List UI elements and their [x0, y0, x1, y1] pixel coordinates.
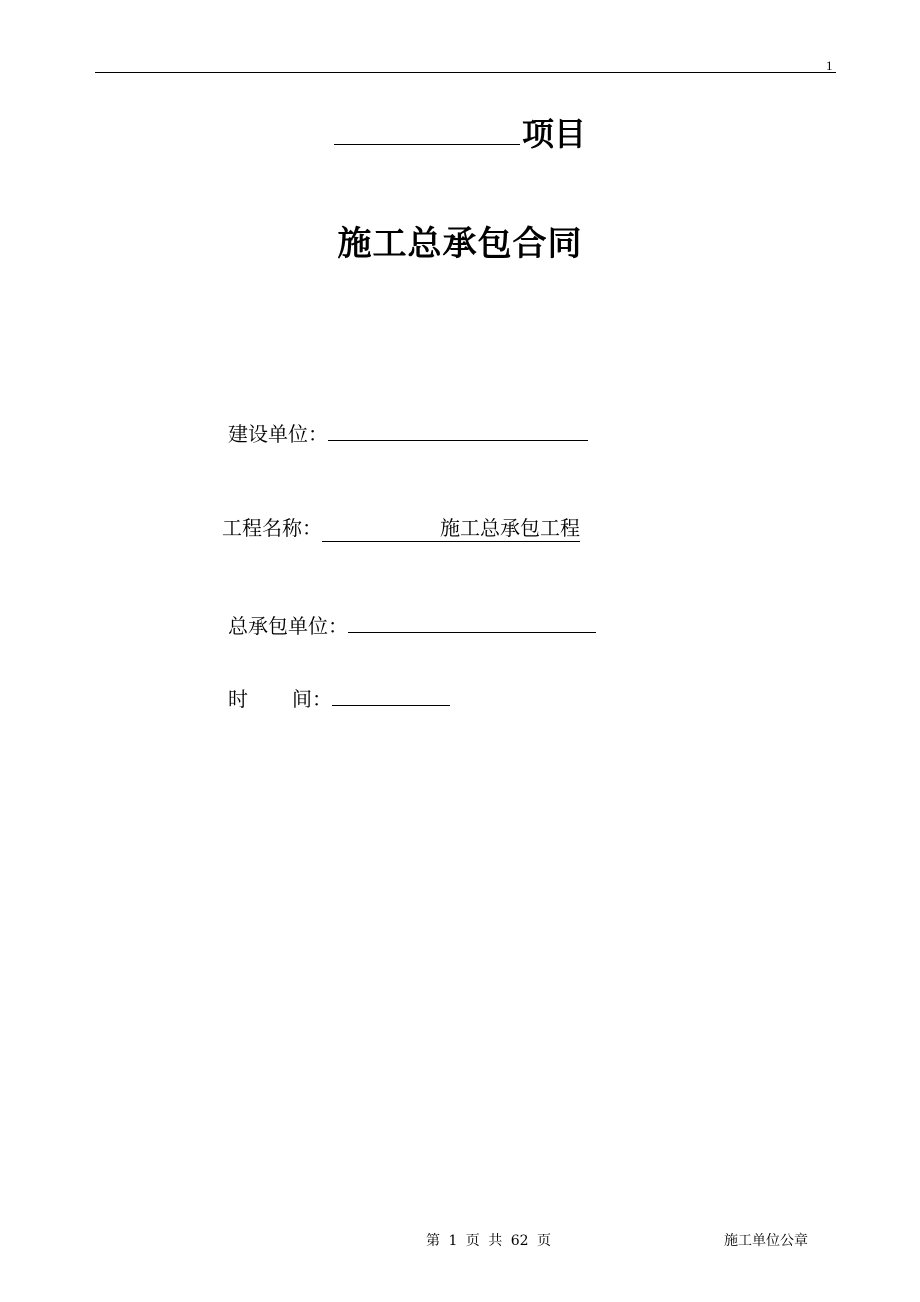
title-project-suffix: 项目 — [521, 115, 586, 153]
contractor-blank — [348, 610, 596, 633]
owner-label: 建设单位： — [228, 422, 328, 446]
project-field — [222, 513, 580, 543]
header-page-number: 1 — [826, 58, 833, 73]
document-title — [0, 108, 920, 158]
owner-field — [228, 418, 588, 449]
time-label-first: 时 — [228, 687, 248, 711]
header-rule — [95, 72, 836, 73]
time-label-second: 间： — [292, 687, 332, 711]
project-value-underline — [322, 515, 580, 542]
contractor-label: 总承包单位： — [228, 614, 348, 638]
project-name-blank — [334, 108, 520, 145]
contract-subtitle: 施工总承包合同 — [337, 224, 583, 264]
owner-blank — [328, 418, 588, 441]
time-blank — [332, 683, 450, 706]
contractor-field — [228, 610, 596, 641]
project-value: 施工总承包工程 — [440, 516, 580, 540]
footer-seal-label: 施工单位公章 — [724, 1233, 808, 1249]
footer-page-info: 第 1 页 共 62 页 — [426, 1233, 551, 1249]
project-label: 工程名称： — [222, 516, 322, 540]
time-field — [228, 683, 450, 714]
